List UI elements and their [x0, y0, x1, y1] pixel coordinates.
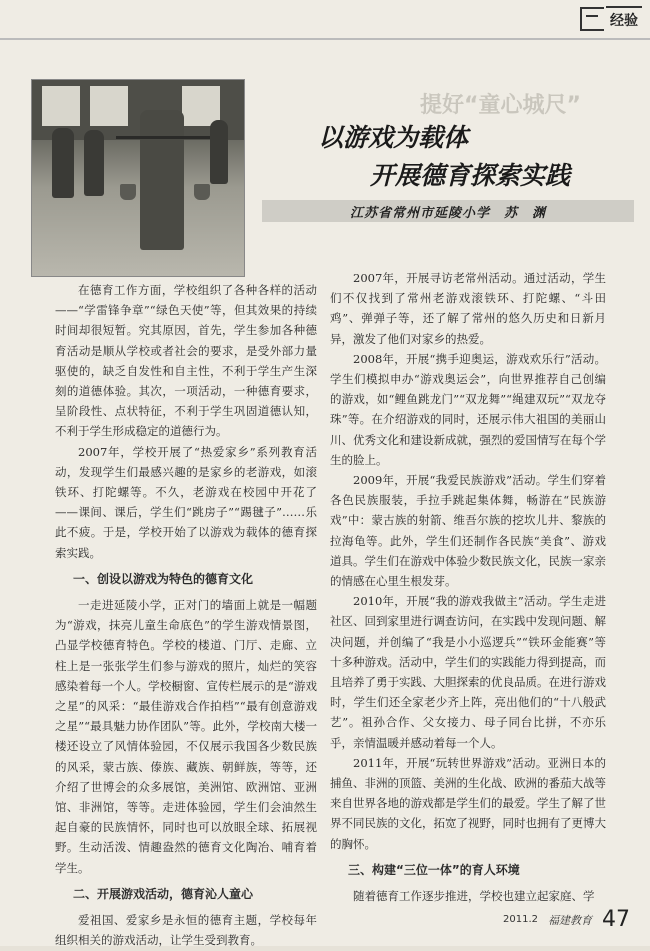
photo-window	[42, 86, 80, 126]
photo-child	[84, 130, 104, 196]
section-tag	[580, 6, 642, 32]
photo-child	[52, 128, 74, 198]
section-tag-label: 经验	[606, 6, 642, 32]
section-heading: 三、构建“三位一体”的育人环境	[348, 862, 520, 877]
section-tag-icon	[580, 7, 604, 31]
photo-basket	[194, 184, 210, 200]
paragraph: 在德育工作方面，学校组织了各种各样的活动——“学雷锋争章”“绿色天使”等，但其效果的持续时间却很短暂。究其原因，首先，学生参加各种德育活动是顺从学校或者社会的要求，是受外部力量驱使的，缺乏自发性和自主性，不利于学生产生深刻的道德体验。其次，一项活动，一种德育要求，呈阶段性、点状特征，不利于学生巩固道德认知，不利于学生形成稳定的道德行为。	[55, 283, 317, 439]
paragraph: 一走进延陵小学，正对门的墙面上就是一幅题为“游戏，抹亮儿童生命底色”的学生游戏情景图，凸显学校德育特色。学校的楼道、门厅、走廊、立柱上是一张张学生们参与游戏的照片，灿烂的笑容感染着每一个人。学校橱窗、宣传栏展示的是“游戏之星”的风采：“最佳游戏合作拍档”“最有创意游戏之星”“最具魅力协作团队”等。此外，学校南大楼一楼还设立了风情体验园，不仅展示我国各少数民族的风采，蒙古族、傣族、藏族、朝鲜族，等等，还介绍了世博会的众多展馆，美洲馆、欧洲馆、亚洲馆、非洲馆，等等。走进体验园，学生们会油然生起自豪的民族情怀，同时也可以放眼全球、拓展视野。生动活泼、情趣盎然的德育文化陶冶、哺育着学生。	[55, 598, 317, 875]
paragraph: 爱祖国、爱家乡是永恒的德育主题，学校每年组织相关的游戏活动，让学生受到教育。	[55, 913, 317, 948]
paragraph: 2008年，开展“携手迎奥运，游戏欢乐行”活动。学生们模拟申办“游戏奥运会”，向世界推荐自己创编的游戏，如“鲤鱼跳龙门”“双龙舞”“绳建双玩”“双龙夺珠”等。在介绍游戏的同时，还展示伟大祖国的美丽山川、优秀文化和建设新成就，强烈的爱国情写在每个学生的脸上。	[330, 351, 606, 467]
author-band	[262, 200, 634, 222]
paragraph: 随着德育工作逐步推进，学校也建立起家庭、学	[353, 889, 595, 904]
paragraph: 2011年，开展“玩转世界游戏”活动。亚洲日本的捕鱼、非洲的顶篮、美洲的生化战、欧洲的番茄大战等来自世界各地的游戏都是学生们的最爱。学生了解了世界不同民族的文化，拓宽了视野，同时也拥有了更博大的胸怀。	[330, 755, 606, 851]
background-title-bleed: 提好“童心城尺”	[420, 93, 581, 118]
paragraph: 2010年，开展“我的游戏我做主”活动。学生走进社区、回到家里进行调查访问，在实践中发现问题、解决问题，并创编了“我是小小巡逻兵”“铁环金能赛”等十多种游戏。活动中，学生们的实践能力得到提高，而且培养了勇于实践、大胆探索的优良品质。在进行游戏时，学生们还全家老少齐上阵，亮出他们的“十八般武艺”。祖孙合作、父女接力、母子同台比拼，不亦乐乎，亲情温暖并感动着每一个人。	[330, 594, 606, 750]
page-footer	[503, 907, 630, 932]
section-heading: 一、创设以游戏为特色的德育文化	[73, 571, 254, 586]
paragraph: 2007年，学校开展了“热爱家乡”系列教育活动，发现学生们最感兴趣的是家乡的老游戏，如滚铁环、打陀螺等。不久，老游戏在校园中开花了——课间、课后，学生们“跳房子”“踢毽子”……乐此不疲。于是，学校开始了以游戏为载体的德育探索实践。	[55, 444, 317, 560]
photo-child	[210, 120, 228, 184]
issue-date: 2011.2	[503, 914, 538, 925]
paragraph: 2009年，开展“我爱民族游戏”活动。学生们穿着各色民族服装，手拉手跳起集体舞，畅游在“民族游戏”中：蒙古族的射箭、维吾尔族的挖坎儿井、黎族的拉海龟等。此外，学生们还制作各民族“美食”、游戏道具。学生们在游戏中体验少数民族文化，民族一家亲的情感在心里生根发芽。	[330, 473, 606, 589]
photo-basket	[120, 184, 136, 200]
photo-carrying-pole	[116, 136, 216, 139]
magazine-name: 福建教育	[548, 913, 592, 927]
title-line-1: 以游戏为载体	[318, 123, 469, 152]
author-byline: 江苏省常州市延陵小学 苏 渊	[349, 205, 546, 221]
page-number: 47	[602, 907, 630, 932]
right-column	[330, 268, 606, 906]
photo-girl	[140, 110, 184, 250]
left-column	[55, 280, 317, 951]
photo-window	[90, 86, 128, 126]
title-line-2: 开展德育探索实践	[370, 161, 571, 190]
header-rule	[0, 38, 650, 40]
article-photo	[32, 80, 244, 276]
section-heading: 二、开展游戏活动，德育沁人童心	[73, 886, 254, 901]
paragraph: 2007年，开展寻访老常州活动。通过活动，学生们不仅找到了常州老游戏滚铁环、打陀螺、“斗田鸡”、弹弹子等，还了解了常州的悠久历史和日新月异，激发了他们对家乡的热爱。	[330, 271, 606, 346]
